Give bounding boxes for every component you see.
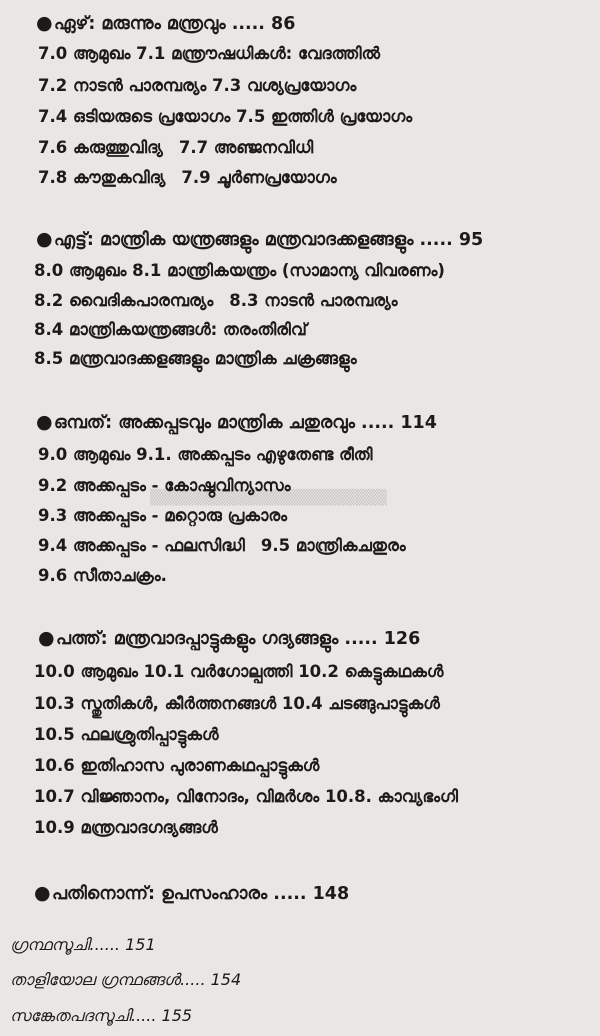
toc-entry: 10.9 മന്ത്രവാദഗദ്യങ്ങൾ (34, 818, 218, 837)
chapter-9-heading: ●ഒമ്പത്: അക്കപ്പടവും മാന്ത്രിക ചതുരവും ..... 114 (36, 411, 437, 433)
toc-entry: 10.7 വിജ്ഞാനം, വിനോദം, വിമർശം 10.8. കാവ്യഭംഗി (34, 787, 458, 806)
bullet-icon: ● (38, 627, 55, 649)
toc-entry: 7.0 ആമുഖം 7.1 മന്ത്രൗഷധികൾ: വേദത്തിൽ (38, 44, 380, 63)
toc-entry: 8.5 മന്ത്രവാദക്കളങ്ങളും മാന്ത്രിക ചക്രങ്ങളും (34, 349, 357, 368)
appendix-palm-leaf-manuscripts: താളിയോല ഗ്രന്ഥങ്ങൾ..... 154 (10, 970, 242, 989)
appendix-glossary-index: സങ്കേതപദസൂചി..... 155 (10, 1006, 193, 1025)
bullet-icon: ● (36, 228, 53, 250)
bullet-icon: ● (36, 411, 53, 433)
toc-entry: 7.8 കൗതുകവിദ്യ 7.9 ചൂർണപ്രയോഗം (38, 168, 337, 187)
toc-entry: 9.2 അക്കപ്പടം - കോഷ്ഠവിന്യാസം (38, 476, 291, 495)
toc-entry: 10.0 ആമുഖം 10.1 വർഗോല്പത്തി 10.2 കെട്ടുകഥകൾ (34, 662, 444, 681)
toc-entry: 10.3 സ്തുതികൾ, കീർത്തനങ്ങൾ 10.4 ചടങ്ങുപാട്ടുകൾ (34, 694, 440, 713)
toc-entry: 9.3 അക്കപ്പടം - മറ്റൊരു പ്രകാരം (38, 506, 288, 525)
toc-entry: 8.4 മാന്ത്രികയന്ത്രങ്ങൾ: തരംതിരിവ് (34, 320, 307, 339)
toc-entry: 7.2 നാടൻ പാരമ്പര്യം 7.3 വശ്യപ്രയോഗം (38, 76, 357, 95)
toc-entry: 7.4 ഒടിയരുടെ പ്രയോഗം 7.5 ഇത്തിൾ പ്രയോഗം (38, 107, 413, 126)
chapter-7-heading: ●ഏഴ്: മരുന്നും മന്ത്രവും ..... 86 (36, 12, 296, 34)
bullet-icon: ● (36, 12, 53, 34)
toc-entry: 9.6 സീതാചക്രം. (38, 566, 167, 585)
bullet-icon: ● (34, 882, 51, 904)
toc-entry: 10.5 ഫലശ്രുതിപ്പാട്ടുകൾ (34, 725, 219, 744)
toc-entry: 9.4 അക്കപ്പടം - ഫലസിദ്ധി 9.5 മാന്ത്രികചതുരം (38, 536, 406, 555)
appendix-bibliography: ഗ്രന്ഥസൂചി...... 151 (10, 935, 156, 954)
toc-entry: 10.6 ഇതിഹാസ പുരാണകഥപ്പാട്ടുകൾ (34, 756, 320, 775)
chapter-11-heading: ●പതിനൊന്ന്: ഉപസംഹാരം ..... 148 (34, 882, 350, 904)
toc-entry: 9.0 ആമുഖം 9.1. അക്കപ്പടം എഴുതേണ്ട രീതി (38, 445, 373, 464)
toc-entry: 8.0 ആമുഖം 8.1 മാന്ത്രികയന്ത്രം (സാമാന്യ വിവരണം) (34, 261, 445, 280)
chapter-10-heading: ●പത്ത്: മന്ത്രവാദപ്പാട്ടുകളും ഗദ്യങ്ങളും ..... 126 (38, 627, 421, 649)
chapter-8-heading: ●എട്ട്: മാന്ത്രിക യന്ത്രങ്ങളും മന്ത്രവാദക്കളങ്ങളും ..... 95 (36, 228, 484, 250)
toc-entry: 7.6 കരുത്തുവിദ്യ 7.7 അഞ്ജനവിധി (38, 138, 314, 157)
toc-entry: 8.2 വൈദികപാരമ്പര്യം 8.3 നാടൻ പാരമ്പര്യം (34, 291, 398, 310)
show-through: ▒▒▒▒▒▒▒▒▒▒▒▒▒▒▒▒▒▒▒▒▒▒ (150, 490, 387, 506)
